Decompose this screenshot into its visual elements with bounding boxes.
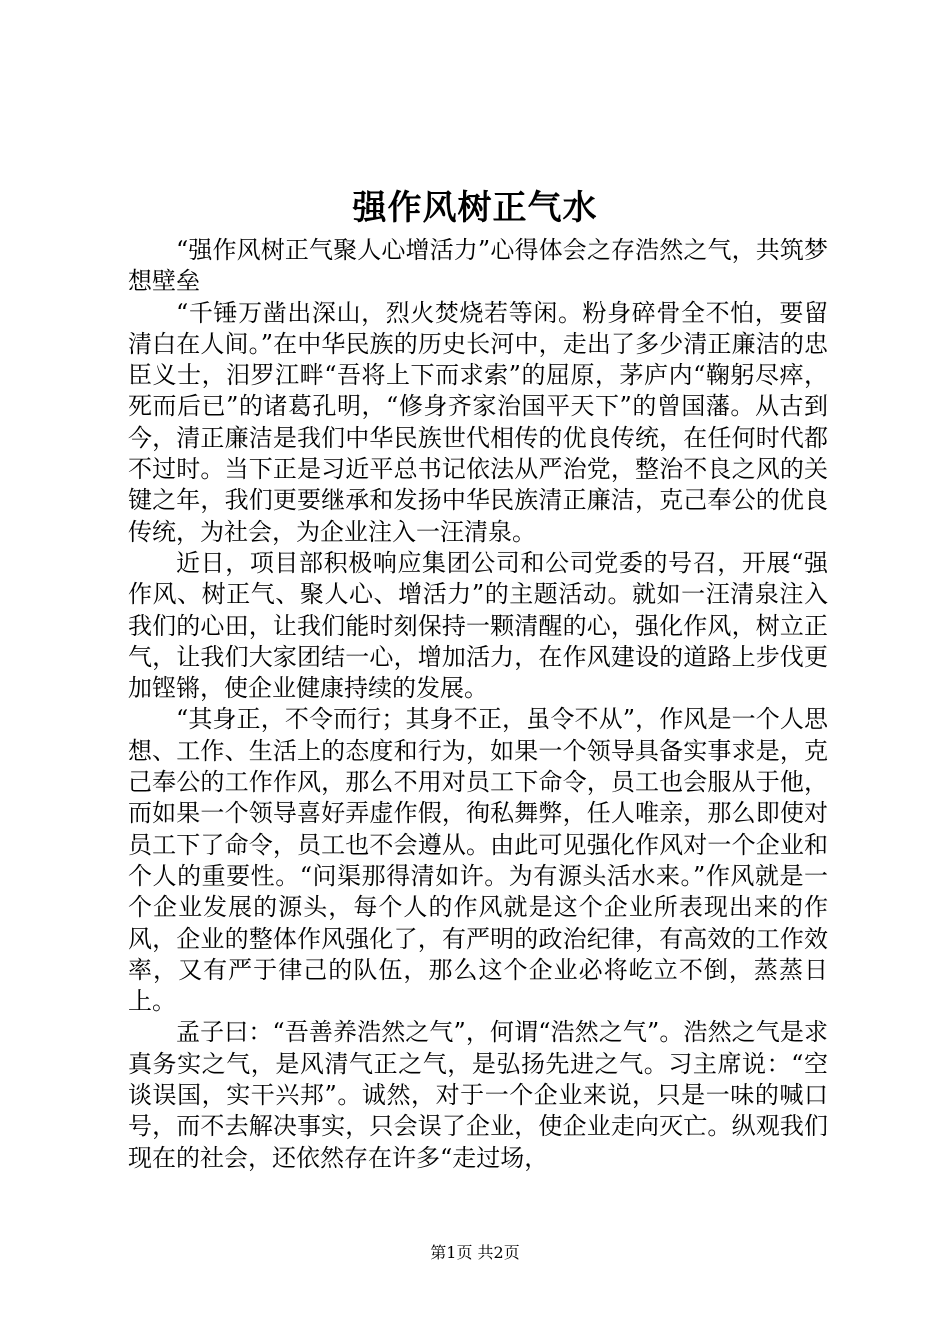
- document-title: 强作风树正气水: [352, 188, 598, 228]
- paragraph-activity: 近日，项目部积极响应集团公司和公司党委的号召，开展“强作风、树正气、聚人心、增活力”的主题活动。就如一汪清泉注入我们的心田，让我们能时刻保持一颗清醒的心，强化作风，树立正气，让我们大家团结一心，增加活力，在作风建设的道路上步伐更加铿锵，使企业健康持续的发展。: [128, 548, 828, 703]
- paragraph-poem-intro: “千锤万凿出深山，烈火焚烧若等闲。粉身碎骨全不怕，要留清白在人间。”在中华民族的历史长河中，走出了多少清正廉洁的忠臣义士，汨罗江畔“吾将上下而求索”的屈原，茅庐内“鞠躬尽瘁，死而后已”的诸葛孔明，“修身齐家治国平天下”的曾国藩。从古到今，清正廉洁是我们中华民族世代相传的优良传统，在任何时代都不过时。当下正是习近平总书记依法从严治党，整治不良之风的关键之年，我们更要继承和发扬中华民族清正廉洁，克己奉公的优良传统，为社会，为企业注入一汪清泉。: [128, 298, 828, 546]
- paragraph-mencius: 孟子曰：“吾善养浩然之气”，何谓“浩然之气”。浩然之气是求真务实之气，是风清气正之气，是弘扬先进之气。习主席说：“空谈误国，实干兴邦”。诚然，对于一个企业来说，只是一味的喊口号，而不去解决事实，只会误了企业，使企业走向灭亡。纵观我们现在的社会，还依然存在许多“走过场，: [128, 1018, 828, 1172]
- paragraph-style: “其身正，不令而行；其身不正，虽令不从”，作风是一个人思想、工作、生活上的态度和行为，如果一个领导具备实事求是，克己奉公的工作作风，那么不用对员工下命令，员工也会服从于他，而如果一个领导喜好弄虚作假，徇私舞弊，任人唯亲，那么即使对员工下了命令，员工也不会遵从。由此可见强化作风对一个企业和个人的重要性。“问渠那得清如许。为有源头活水来。”作风就是一个企业发展的源头，每个人的作风就是这个企业所表现出来的作风，企业的整体作风强化了，有严明的政治纪律，有高效的工作效率，又有严于律己的队伍，那么这个企业必将屹立不倒，蒸蒸日上。: [128, 705, 828, 1016]
- page-number-footer: 第1页 共2页: [430, 1243, 520, 1262]
- paragraph-subtitle: “强作风树正气聚人心增活力”心得体会之存浩然之气，共筑梦想壁垒: [128, 236, 828, 296]
- document-body: [128, 235, 828, 1174]
